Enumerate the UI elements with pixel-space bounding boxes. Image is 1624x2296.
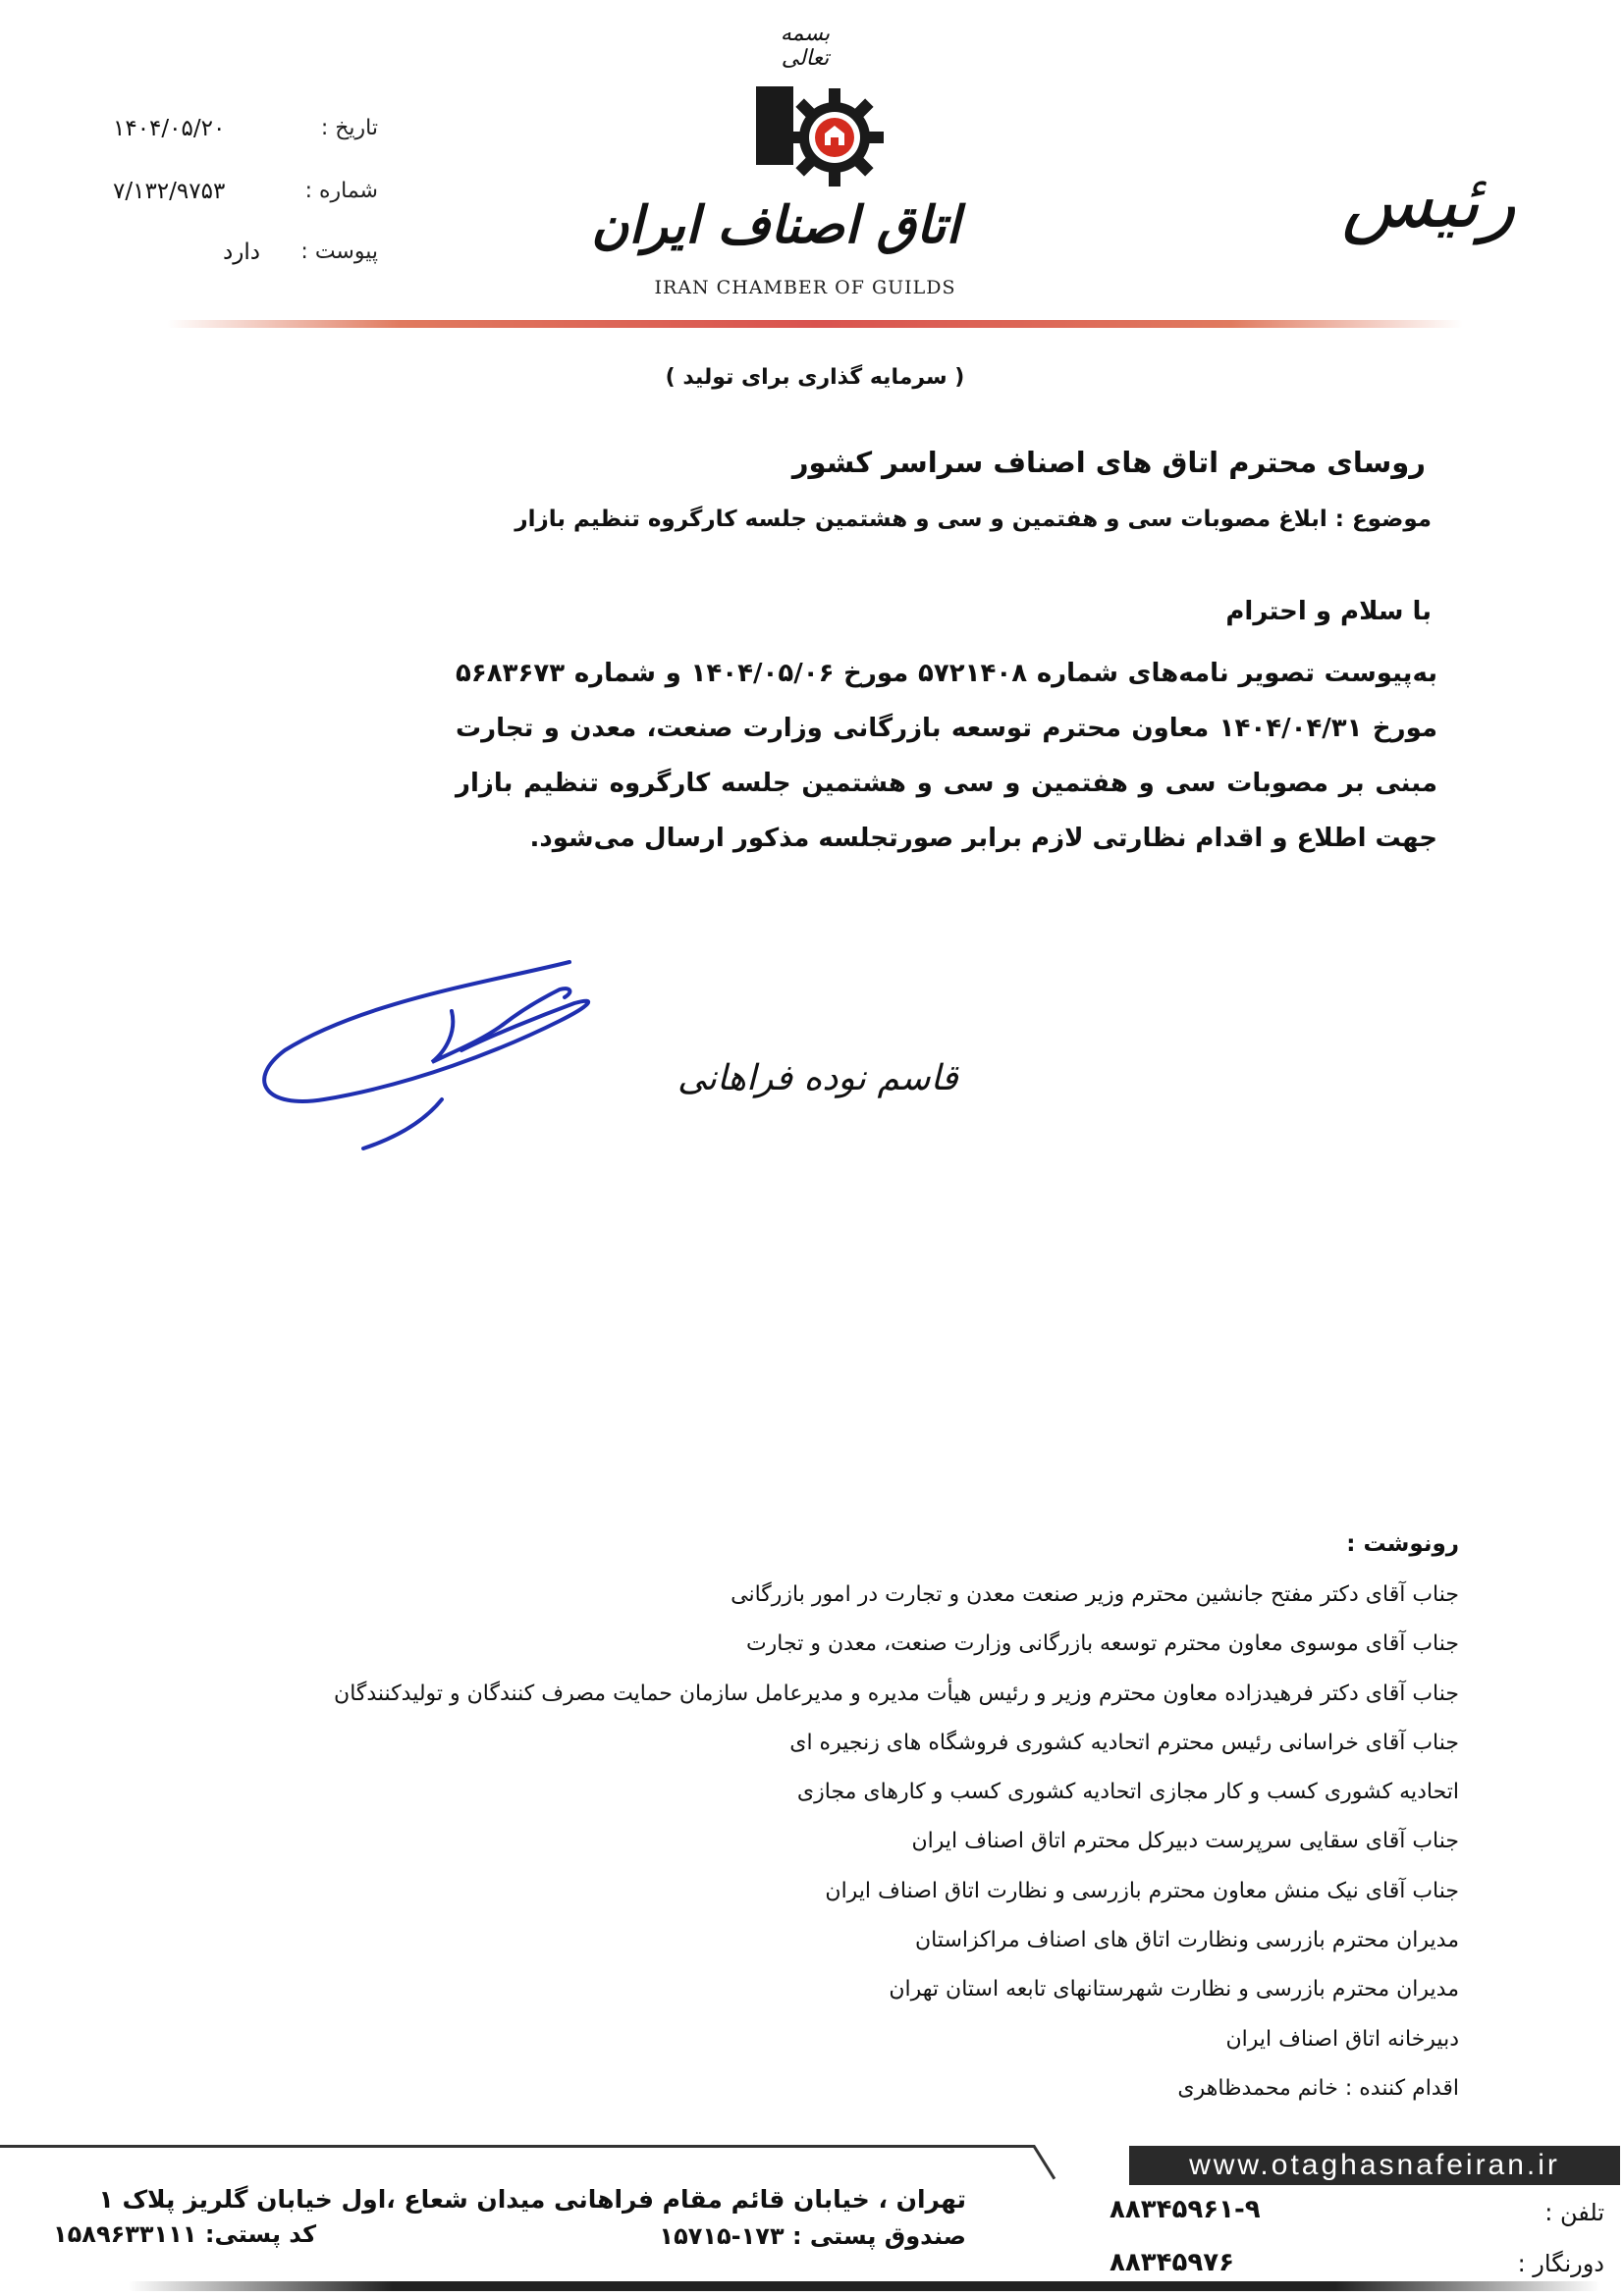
number-label: شماره : <box>304 179 378 203</box>
cc-item: جناب آقای نیک منش معاون محترم بازرسی و نظارت اتاق اصناف ایران <box>825 1878 1459 1903</box>
cc-list <box>163 1571 1459 2113</box>
org-name-en: IRAN CHAMBER OF GUILDS <box>654 277 956 298</box>
website-link[interactable]: www.otaghasnafeiran.ir <box>1129 2146 1620 2185</box>
attachment-value: دارد <box>223 240 260 265</box>
date-value: ۱۴۰۴/۰۵/۲۰ <box>113 116 226 141</box>
office-title: رئیس <box>1341 157 1516 244</box>
footer-divider <box>0 2145 1035 2148</box>
footer-divider-slant <box>1032 2145 1056 2180</box>
cc-item: دبیرخانه اتاق اصناف ایران <box>1225 2026 1459 2052</box>
cc-item: مدیران محترم بازرسی و نظارت شهرستانهای تابعه استان تهران <box>889 1977 1459 2002</box>
date-label: تاریخ : <box>320 116 378 140</box>
date-row <box>113 116 378 149</box>
po-box: صندوق پستی : ۱۷۳-۱۵۷۱۵ <box>659 2222 966 2250</box>
postal-code: کد پستی: ۱۵۸۹۶۳۳۱۱۱ <box>53 2220 317 2248</box>
slogan: ( سرمایه گذاری برای تولید ) <box>665 365 965 390</box>
cc-item: اقدام کننده : خانم محمدظاهری <box>1177 2075 1459 2101</box>
letter-body: به‌پیوست تصویر نامه‌های شماره ۵۷۲۱۴۰۸ مورخ ۱۴۰۴/۰۵/۰۶ و شماره ۵۶۸۳۶۷۳ مورخ ۱۴۰۴/۰۴/۳۱ معاون محترم توسعه بازرگانی وزارت صنعت، معدن و تجارت مبنی بر مصوبات سی و هفتمین و سی و هشتمین جلسه کارگروه تنظیم بازار جهت اطلاع و اقدام نظارتی لازم برابر صورتجلسه مذکور ارسال می‌شود. <box>456 659 1437 853</box>
header-divider <box>167 320 1463 328</box>
greeting: با سلام و احترام <box>1225 597 1432 626</box>
phone-value: ۸۸۳۴۵۹۶۱-۹ <box>1110 2195 1261 2224</box>
footer-bottom-bar <box>128 2281 1600 2291</box>
subject-line: موضوع : ابلاغ مصوبات سی و هفتمین و سی و هشتمین جلسه کارگروه تنظیم بازار <box>514 507 1432 532</box>
attachment-row <box>113 240 378 273</box>
phone-label: تلفن : <box>1544 2199 1604 2226</box>
org-name-fa: اتاق اصناف ایران <box>591 196 960 255</box>
cc-item: جناب آقای موسوی معاون محترم توسعه بازرگانی وزارت صنعت، معدن و تجارت <box>745 1631 1459 1657</box>
number-value: ۷/۱۳۲/۹۷۵۳ <box>113 179 226 204</box>
letter-meta <box>113 116 378 293</box>
cc-item: جناب آقای دکتر فرهیدزاده معاون محترم وزیر و رئیس هیأت مدیره و مدیرعامل سازمان حمایت مصرف کنندگان و تولیدکنندگان <box>334 1681 1459 1706</box>
cc-item: اتحادیه کشوری کسب و کار مجازی اتحادیه کشوری کسب و کارهای مجازی <box>796 1780 1459 1805</box>
address-line: تهران ، خیابان قائم مقام فراهانی میدان شعاع ،اول خیابان گلریز پلاک ۱ <box>98 2185 966 2214</box>
cc-item: جناب آقای دکتر مفتح جانشین محترم وزیر صنعت معدن و تجارت در امور بازرگانی <box>731 1582 1459 1607</box>
cc-title: رونوشت : <box>1346 1531 1459 1557</box>
number-row <box>113 179 378 212</box>
signature-name: قاسم نوده فراهانی <box>677 1058 958 1098</box>
cc-item: جناب آقای خراسانی رئیس محترم اتحادیه کشوری فروشگاه های زنجیره ای <box>789 1730 1459 1755</box>
signature <box>245 942 958 1158</box>
fax-label: دورنگار : <box>1517 2250 1604 2277</box>
basmala: بسمه تعالی <box>780 22 831 71</box>
cc-item: مدیران محترم بازرسی ونظارت اتاق های اصناف مراکزاستان <box>914 1928 1459 1953</box>
addressee: روسای محترم اتاق های اصناف سراسر کشور <box>791 446 1426 479</box>
cc-item: جناب آقای سقایی سرپرست دبیرکل محترم اتاق اصناف ایران <box>911 1829 1459 1854</box>
attachment-label: پیوست : <box>300 240 378 264</box>
guild-logo-icon <box>756 86 895 196</box>
fax-value: ۸۸۳۴۵۹۷۶ <box>1110 2248 1234 2277</box>
